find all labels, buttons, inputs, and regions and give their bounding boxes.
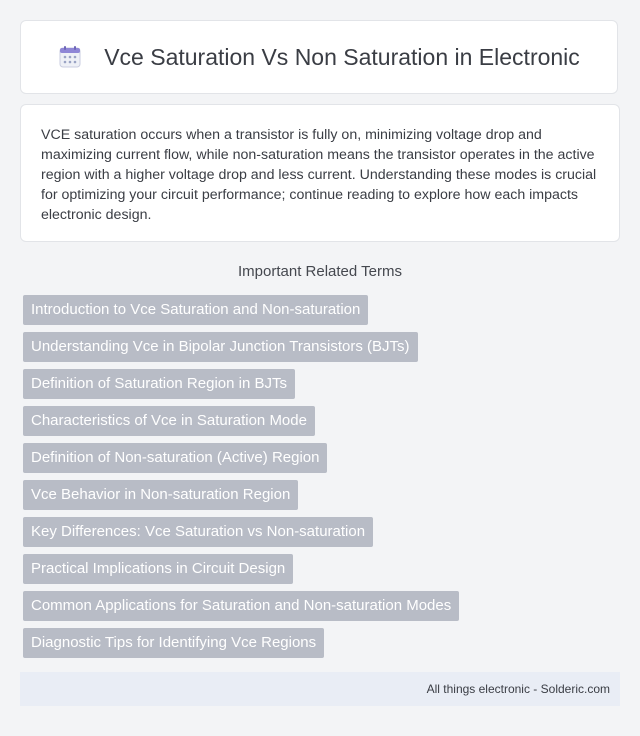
- calendar-icon: [58, 45, 82, 69]
- related-term[interactable]: Diagnostic Tips for Identifying Vce Regions: [23, 628, 324, 658]
- intro-card: [20, 104, 620, 242]
- related-term[interactable]: Introduction to Vce Saturation and Non-saturation: [23, 295, 368, 325]
- related-term[interactable]: Definition of Saturation Region in BJTs: [23, 369, 295, 399]
- related-term[interactable]: Common Applications for Saturation and Non-saturation Modes: [23, 591, 459, 621]
- footer: [20, 672, 620, 706]
- related-term[interactable]: Understanding Vce in Bipolar Junction Transistors (BJTs): [23, 332, 418, 362]
- page-title: Vce Saturation Vs Non Saturation in Electronic: [104, 43, 580, 70]
- footer-credit[interactable]: All things electronic - Solderic.com: [426, 682, 610, 696]
- title-card: [20, 20, 618, 94]
- related-terms-heading: Important Related Terms: [238, 263, 402, 280]
- related-term[interactable]: Vce Behavior in Non-saturation Region: [23, 480, 298, 510]
- related-term[interactable]: Definition of Non-saturation (Active) Region: [23, 443, 327, 473]
- related-term[interactable]: Key Differences: Vce Saturation vs Non-saturation: [23, 517, 373, 547]
- related-term[interactable]: Characteristics of Vce in Saturation Mode: [23, 406, 315, 436]
- related-terms-list: [23, 295, 617, 665]
- related-term[interactable]: Practical Implications in Circuit Design: [23, 554, 293, 584]
- intro-paragraph: VCE saturation occurs when a transistor is fully on, minimizing voltage drop and maximizing current flow, while non-saturation means the transistor operates in the active region with a higher voltage drop and less current. Understanding these modes is crucial for optimizing your circuit performance; continue reading to explore how each impacts electronic design.: [41, 127, 597, 223]
